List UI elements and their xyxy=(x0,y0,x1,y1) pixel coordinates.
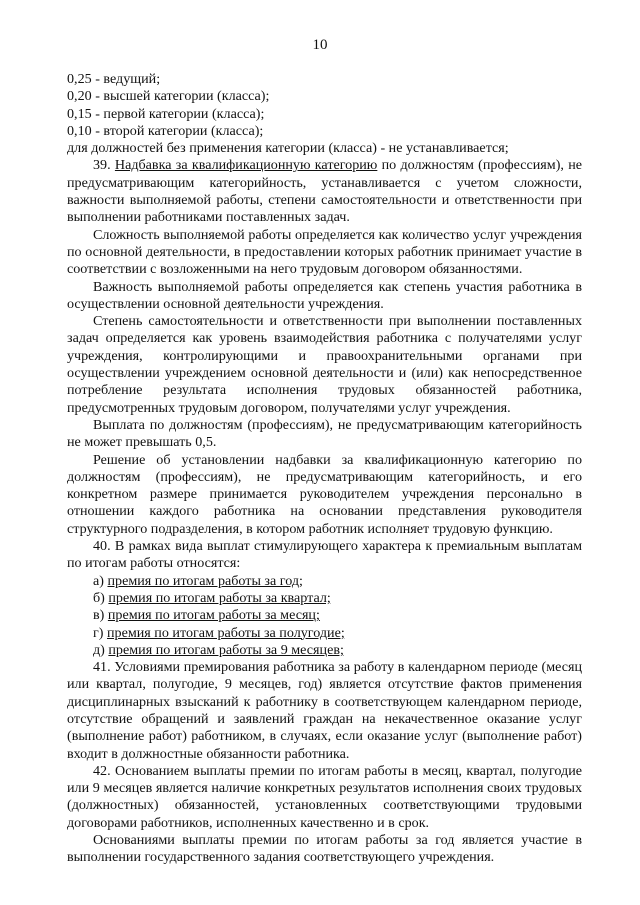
bonus-item xyxy=(67,573,582,590)
bonus-item-text: премия по итогам работы за полугодие; xyxy=(107,624,345,641)
paragraph-importance: Важность выполняемой работы определяется как степень участия работника в осуществлении основной деятельности учреждения. xyxy=(67,278,582,312)
paragraph-42: 42. Основанием выплаты премии по итогам работы в месяц, квартал, полугодие или 9 месяцев является наличие конкретных результатов исполнения своих трудовых (должностных) обязанностей, установленных соответствующими трудовыми договорами работников, исполненных качественно и в срок. xyxy=(67,762,582,831)
bonus-item-prefix: б) xyxy=(93,589,109,606)
bonus-item-prefix: г) xyxy=(93,624,107,641)
bonus-item-prefix: в) xyxy=(93,607,108,624)
coefficient-line: 0,15 - первой категории (класса); xyxy=(67,105,265,122)
paragraph-decision: Решение об установлении надбавки за квалификационную категорию по должностям (профессиям), не предусматривающим категорийность, и его конкретном размере принимается руководителем учреждения персонально в отношении каждого работника на основании представления руководителя структурного подразделения, в котором работник исполняет трудовую функцию. xyxy=(67,451,582,537)
paragraph-complexity: Сложность выполняемой работы определяется как количество услуг учреждения по основной деятельности, в предоставлении которых работник принимает участие в соответствии с возложенными на него трудовым договором обязанностями. xyxy=(67,226,582,278)
document-body xyxy=(67,71,582,867)
bonus-item xyxy=(67,590,582,607)
paragraph-40: 40. В рамках вида выплат стимулирующего характера к премиальным выплатам по итогам работы относятся: xyxy=(67,538,582,572)
bonus-item-text: премия по итогам работы за квартал; xyxy=(108,589,331,606)
paragraph-annual-bonus: Основаниями выплаты премии по итогам работы за год является участие в выполнении государственного задания соответствующего учреждения. xyxy=(67,832,582,866)
coefficient-line: для должностей без применения категории (класса) - не устанавливается; xyxy=(67,140,509,157)
paragraph-max-payment: Выплата по должностям (профессиям), не предусматривающим категорийность не может превышать 0,5. xyxy=(67,416,582,451)
paragraph-number: 39. xyxy=(93,157,115,174)
bonus-item xyxy=(67,642,582,659)
coefficient-line: 0,10 - второй категории (класса); xyxy=(67,122,264,139)
bonus-item-prefix: д) xyxy=(93,641,109,658)
paragraph-39-text: по должностям (профессиям), не предусматривающим категорийность, устанавливается с учетом сложности, важности выполняемой работы, степени самостоятельности и ответственности при выполнении работниками поставленных задач. xyxy=(67,157,582,226)
paragraph-independence: Степень самостоятельности и ответственности при выполнении поставленных задач определяется как уровень взаимодействия работника с получателями услуг учреждения, контролирующими и правоохранительными органами при осуществлении учреждением основной деятельности и (или) как непосредственное потребление результата исполнения трудовых обязанностей работника, предусмотренных трудовым договором, получателями услуг учреждения. xyxy=(67,313,582,416)
coefficient-line: 0,20 - высшей категории (класса); xyxy=(67,88,270,105)
coefficient-line: 0,25 - ведущий; xyxy=(67,71,161,87)
paragraph-39-title: Надбавка за квалификационную категорию xyxy=(114,157,378,174)
bonus-item-prefix: а) xyxy=(93,572,108,589)
bonus-item xyxy=(67,625,582,642)
paragraph-39 xyxy=(67,157,582,226)
bonus-item-text: премия по итогам работы за месяц; xyxy=(107,607,320,624)
page-number: 10 xyxy=(312,37,328,53)
bonus-item xyxy=(67,607,582,624)
paragraph-41: 41. Условиями премирования работника за работу в календарном периоде (месяц или квартал, полугодие, 9 месяцев, год) является отсутствие фактов применения дисциплинарных взысканий к работнику в соответствующем календарном периоде, отсутствие обращений и заявлений граждан на некачественное оказание услуг (выполнение работ) работником, в случаях, если оказание услуг (выполнение работ) входит в должностные обязанности работника. xyxy=(67,659,582,762)
bonus-item-text: премия по итогам работы за 9 месяцев; xyxy=(108,641,344,658)
bonus-item-text: премия по итогам работы за год; xyxy=(107,572,303,589)
